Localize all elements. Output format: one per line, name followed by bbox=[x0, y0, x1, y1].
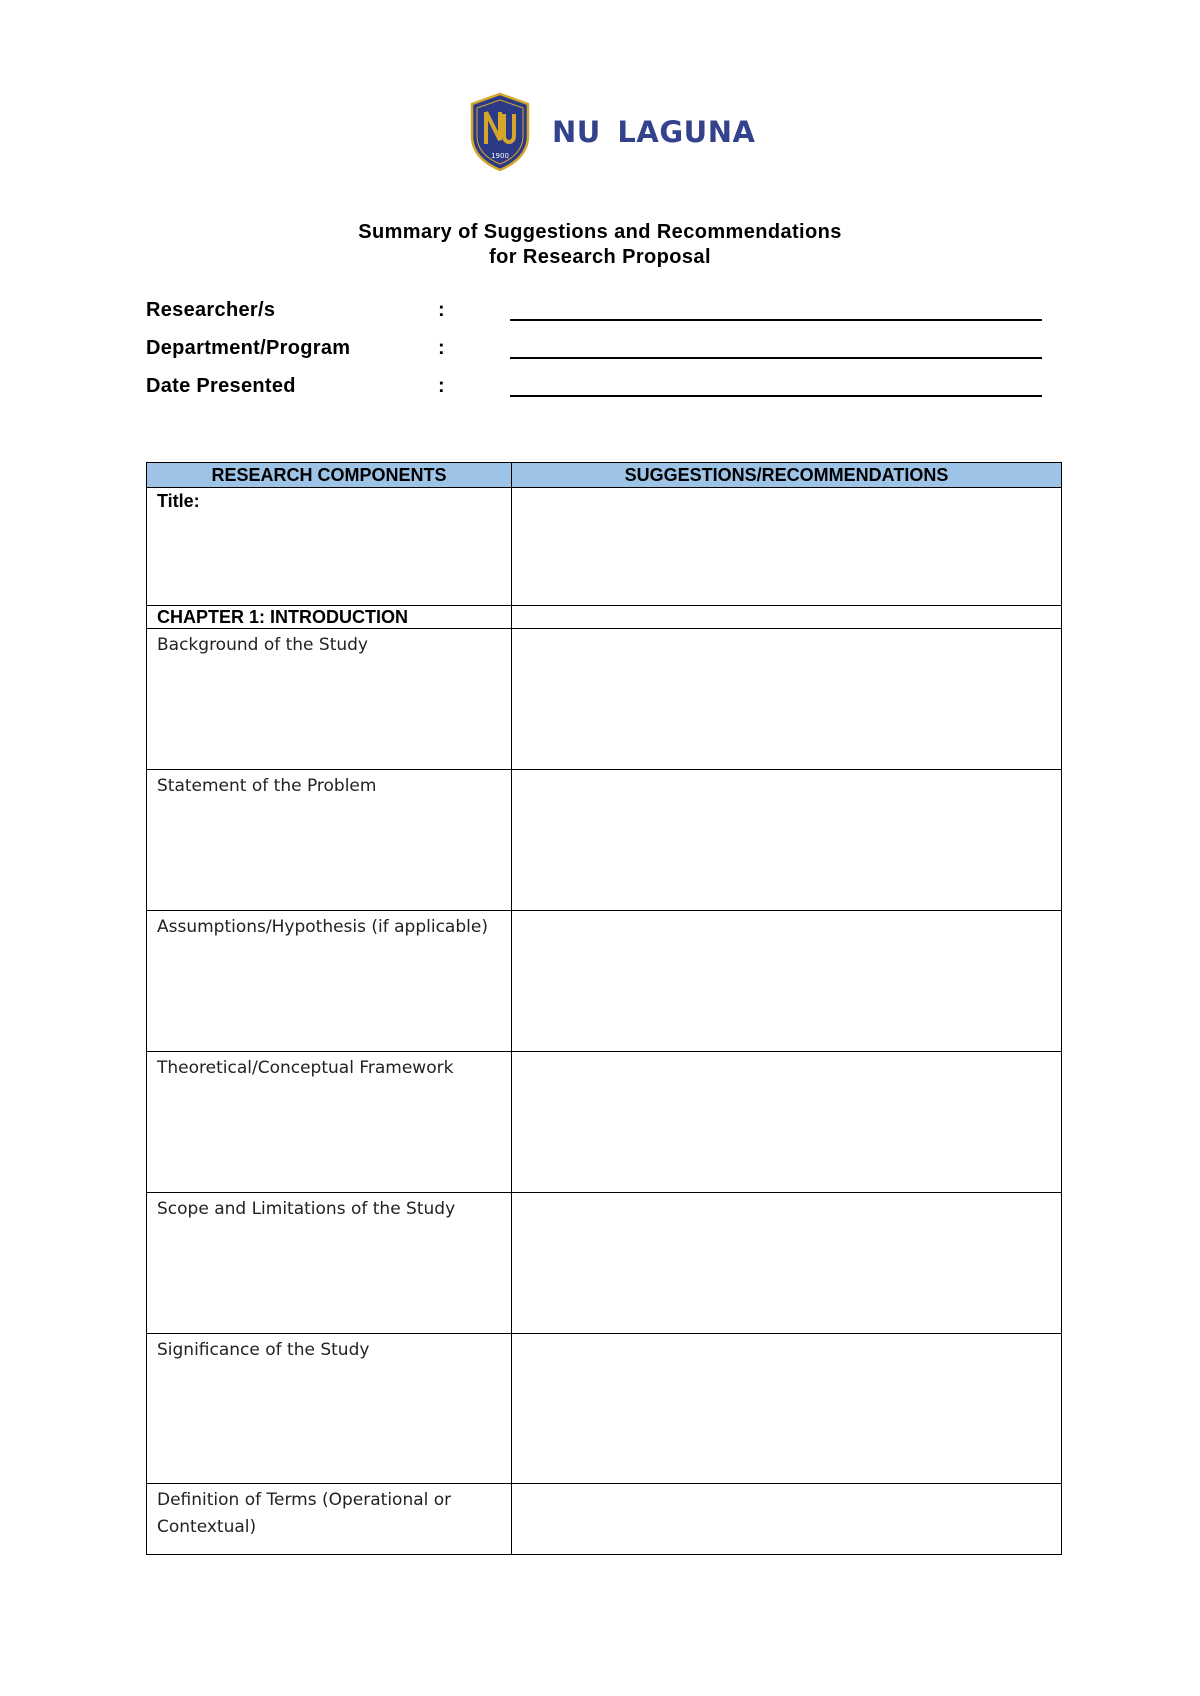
component-cell bbox=[147, 629, 512, 770]
seal-year: 1900 bbox=[491, 152, 509, 160]
department-field[interactable] bbox=[146, 337, 1046, 363]
table-row bbox=[147, 629, 1062, 770]
table-row bbox=[147, 1484, 1062, 1555]
table-row bbox=[147, 606, 1062, 629]
component-label: Theoretical/Conceptual Framework bbox=[157, 1058, 454, 1078]
suggestion-cell[interactable] bbox=[512, 606, 1062, 629]
table-header-row bbox=[147, 463, 1062, 488]
suggestion-cell[interactable] bbox=[512, 488, 1062, 606]
component-label: Title: bbox=[157, 491, 200, 511]
document-title bbox=[0, 220, 1200, 270]
component-label: Statement of the Problem bbox=[157, 776, 377, 796]
suggestion-cell[interactable] bbox=[512, 1052, 1062, 1193]
logo-wordmark: NU LAGUNA bbox=[552, 115, 756, 149]
component-cell bbox=[147, 488, 512, 606]
component-cell bbox=[147, 1052, 512, 1193]
department-blank-line[interactable] bbox=[510, 357, 1042, 359]
component-cell bbox=[147, 1193, 512, 1334]
component-cell bbox=[147, 1484, 512, 1555]
component-label: Background of the Study bbox=[157, 635, 368, 655]
date-presented-label: Date Presented bbox=[146, 375, 296, 397]
suggestion-cell[interactable] bbox=[512, 1334, 1062, 1484]
title-line-1: Summary of Suggestions and Recommendations bbox=[358, 221, 842, 243]
table-row bbox=[147, 1052, 1062, 1193]
component-cell bbox=[147, 911, 512, 1052]
component-cell bbox=[147, 770, 512, 911]
component-label: Scope and Limitations of the Study bbox=[157, 1199, 456, 1219]
component-label: Assumptions/Hypothesis (if applicable) bbox=[157, 917, 488, 937]
component-cell bbox=[147, 606, 512, 629]
table-row bbox=[147, 770, 1062, 911]
researcher-colon: : bbox=[438, 299, 445, 321]
department-colon: : bbox=[438, 337, 445, 359]
university-seal-icon bbox=[466, 92, 534, 172]
column-header-components: RESEARCH COMPONENTS bbox=[147, 463, 512, 488]
component-cell bbox=[147, 1334, 512, 1484]
title-line-2: for Research Proposal bbox=[489, 246, 711, 268]
nu-laguna-logo bbox=[466, 92, 755, 172]
component-label: CHAPTER 1: INTRODUCTION bbox=[157, 607, 408, 627]
suggestion-cell[interactable] bbox=[512, 1484, 1062, 1555]
column-header-suggestions: SUGGESTIONS/RECOMMENDATIONS bbox=[512, 463, 1062, 488]
suggestion-cell[interactable] bbox=[512, 1193, 1062, 1334]
date-presented-blank-line[interactable] bbox=[510, 395, 1042, 397]
table-row bbox=[147, 911, 1062, 1052]
component-label: Significance of the Study bbox=[157, 1340, 370, 1360]
table-row bbox=[147, 1193, 1062, 1334]
component-label: Definition of Terms (Operational or Contextual) bbox=[157, 1490, 452, 1537]
table-row bbox=[147, 488, 1062, 606]
date-presented-field[interactable] bbox=[146, 375, 1046, 401]
research-components-table bbox=[146, 462, 1062, 1555]
researcher-field[interactable] bbox=[146, 299, 1046, 325]
department-label: Department/Program bbox=[146, 337, 351, 359]
researcher-label: Researcher/s bbox=[146, 299, 276, 321]
table-row bbox=[147, 1334, 1062, 1484]
suggestion-cell[interactable] bbox=[512, 770, 1062, 911]
researcher-blank-line[interactable] bbox=[510, 319, 1042, 321]
suggestion-cell[interactable] bbox=[512, 629, 1062, 770]
date-presented-colon: : bbox=[438, 375, 445, 397]
suggestion-cell[interactable] bbox=[512, 911, 1062, 1052]
